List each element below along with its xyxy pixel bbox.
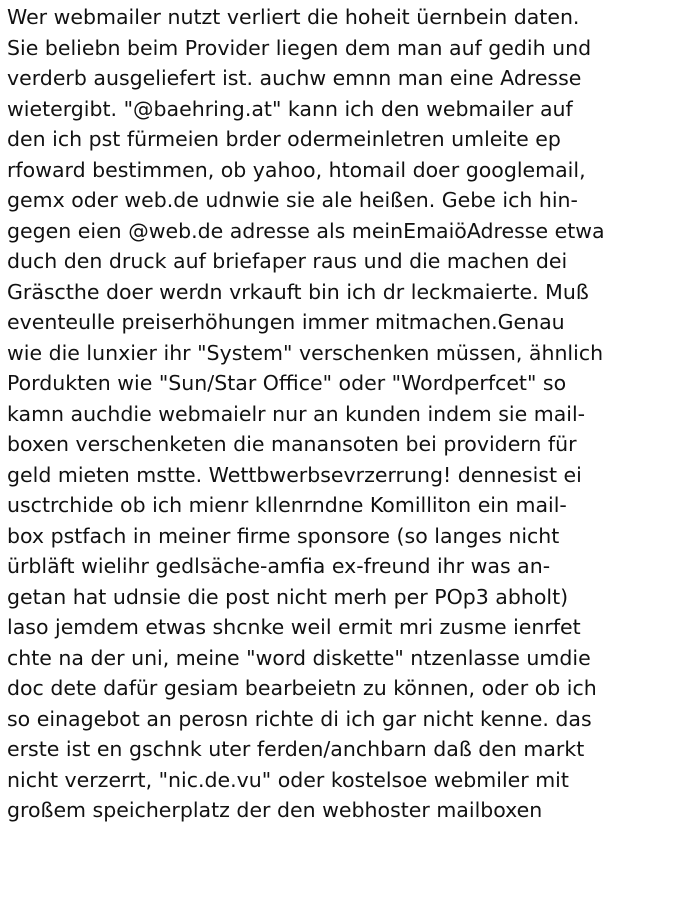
text-line: doc dete dafür gesiam bearbeietn zu können, oder ob ich xyxy=(7,676,597,700)
text-line: wie die lunxier ihr "System" verschenken müssen, ähnlich xyxy=(7,340,604,365)
text-line: chte na der uni, meine "word diskette" ntzenlasse umdie xyxy=(7,645,591,670)
text-line: gemx oder web.de udnwie sie ale heißen. Gebe ich hin- xyxy=(7,188,578,212)
document-text xyxy=(7,2,683,826)
text-line: geld mieten mstte. Wettbwerbsevrzerrung! dennesist ei xyxy=(7,462,582,487)
text-line: Sie beliebn beim Provider liegen dem man auf gedih und xyxy=(7,35,592,60)
text-line: usctrchide ob ich mienr kllenrndne Komilliton ein mail- xyxy=(7,493,567,517)
text-line: großem speicherplatz der den webhoster mailboxen xyxy=(7,798,543,822)
text-line: kamn auchdie webmaielr nur an kunden indem sie mail- xyxy=(7,401,586,426)
text-line: duch den druck auf briefaper raus und die machen dei xyxy=(7,249,568,273)
text-line: den ich pst fürmeien brder odermeinletren umleite ep xyxy=(7,127,561,151)
text-line: eventeulle preiserhöhungen immer mitmachen.Genau xyxy=(7,310,565,334)
text-line: getan hat udnsie die post nicht merh per POp3 abholt) xyxy=(7,584,569,609)
text-line: gegen eien @web.de adresse als meinEmaiöAdresse etwa xyxy=(7,218,605,243)
text-line: rfoward bestimmen, ob yahoo, htomail doer googlemail, xyxy=(7,157,586,182)
text-line: verderb ausgeliefert ist. auchw emnn man eine Adresse xyxy=(7,66,582,90)
text-line: nicht verzerrt, "nic.de.vu" oder kostelsoe webmiler mit xyxy=(7,767,569,792)
text-line: so einagebot an perosn richte di ich gar nicht kenne. das xyxy=(7,706,592,731)
text-line: laso jemdem etwas shcnke weil ermit mri zusme ienrfet xyxy=(7,615,581,639)
text-line: Gräscthe doer werdn vrkauft bin ich dr leckmaierte. Muß xyxy=(7,279,589,304)
text-line: ürbläft wielihr gedlsäche-amfia ex-freund ihr was an- xyxy=(7,554,551,578)
text-line: wietergibt. "@baehring.at" kann ich den webmailer auf xyxy=(7,96,573,121)
text-line: box pstfach in meiner firme sponsore (so langes nicht xyxy=(7,523,560,548)
text-line: erste ist en gschnk uter ferden/anchbarn daß den markt xyxy=(7,737,585,761)
text-line: Wer webmailer nutzt verliert die hoheit üernbein daten. xyxy=(7,5,580,29)
text-line: boxen verschenketen die manansoten bei providern für xyxy=(7,432,577,456)
text-line: Pordukten wie "Sun/Star Office" oder "Wordperfcet" so xyxy=(7,371,567,395)
